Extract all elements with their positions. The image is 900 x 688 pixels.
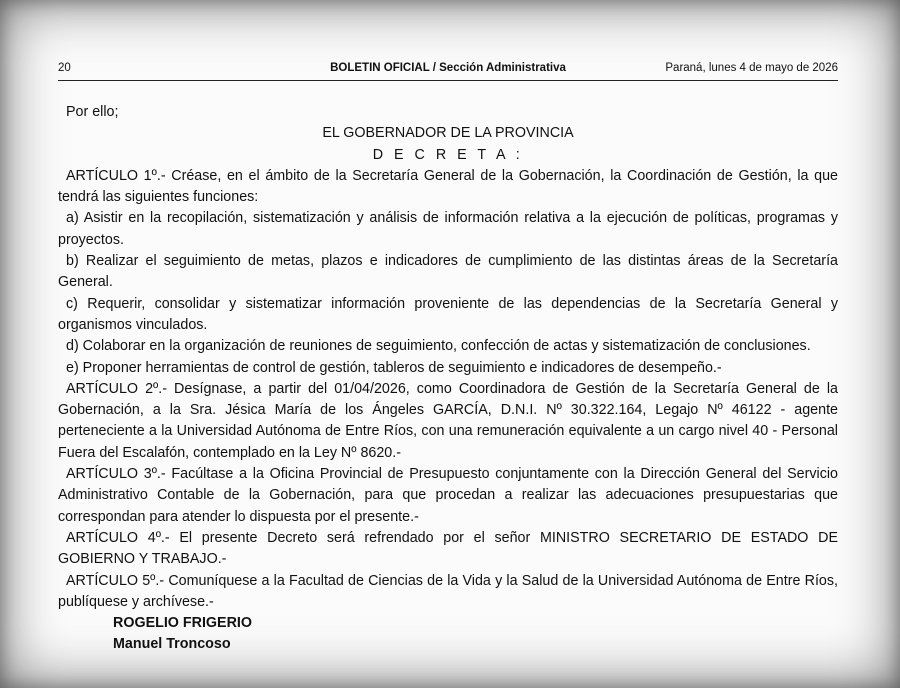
function-item-b: b) Realizar el seguimiento de metas, plazos e indicadores de cumplimiento de las distintas áreas de la Secretaría General. [58,253,838,291]
authority-heading: EL GOBERNADOR DE LA PROVINCIA [322,125,574,142]
page-number: 20 [58,62,71,74]
signature-governor: ROGELIO FRIGERIO [113,615,253,632]
article-3: ARTÍCULO 3º.- Facúltase a la Oficina Provincial de Presupuesto conjuntamente con la Dirección General del Servicio Administrativo Contable de la Gobernación, para que procedan a realizar las adecuaciones presupuestarias que correspondan para atender lo dispuesta por el presente.- [58,466,838,525]
article-1: ARTÍCULO 1º.- Créase, en el ámbito de la Secretaría General de la Gobernación, la Coordinación de Gestión, la que tendrá las siguientes funciones: [58,167,838,206]
decree-body [58,102,838,656]
article-2: ARTÍCULO 2º.- Desígnase, a partir del 01/04/2026, como Coordinadora de Gestión de la Secretaría General de la Gobernación, a la Sra. Jésica María de los Ángeles GARCÍA, D.N.I. Nº 30.322.164, Legajo Nº 46122 - agente perteneciente a la Universidad Autónoma de Entre Ríos, con una remuneración equivalente a un cargo nivel 40 - Personal Fuera del Escalafón, contemplado en la Ley Nº 8620.- [58,380,838,461]
publication-date: Paraná, lunes 4 de mayo de 2026 [665,62,838,74]
page-header [58,60,838,80]
header-divider [58,80,838,81]
function-item-c: c) Requerir, consolidar y sistematizar información proveniente de las dependencias de la Secretaría General y organismos vinculados. [58,295,838,333]
function-item-e: e) Proponer herramientas de control de gestión, tableros de seguimiento e indicadores de desempeño.- [66,359,722,376]
publication-title: BOLETIN OFICIAL / Sección Administrativa [330,62,566,74]
decreta-heading: D E C R E T A : [372,146,524,163]
function-item-d: d) Colaborar en la organización de reuniones de seguimiento, confección de actas y sistematización de conclusiones. [66,338,811,355]
function-item-a: a) Asistir en la recopilación, sistematización y análisis de información relativa a la ejecución de políticas, programas y proyectos. [58,210,838,248]
intro-text: Por ello; [66,104,119,120]
article-5: ARTÍCULO 5º.- Comuníquese a la Facultad de Ciencias de la Vida y la Salud de la Universidad Autónoma de Entre Ríos, publíquese y archívese.- [58,572,838,610]
signature-minister: Manuel Troncoso [113,636,231,653]
article-4: ARTÍCULO 4º.- El presente Decreto será refrendado por el señor MINISTRO SECRETARIO DE ESTADO DE GOBIERNO Y TRABAJO.- [58,529,838,568]
